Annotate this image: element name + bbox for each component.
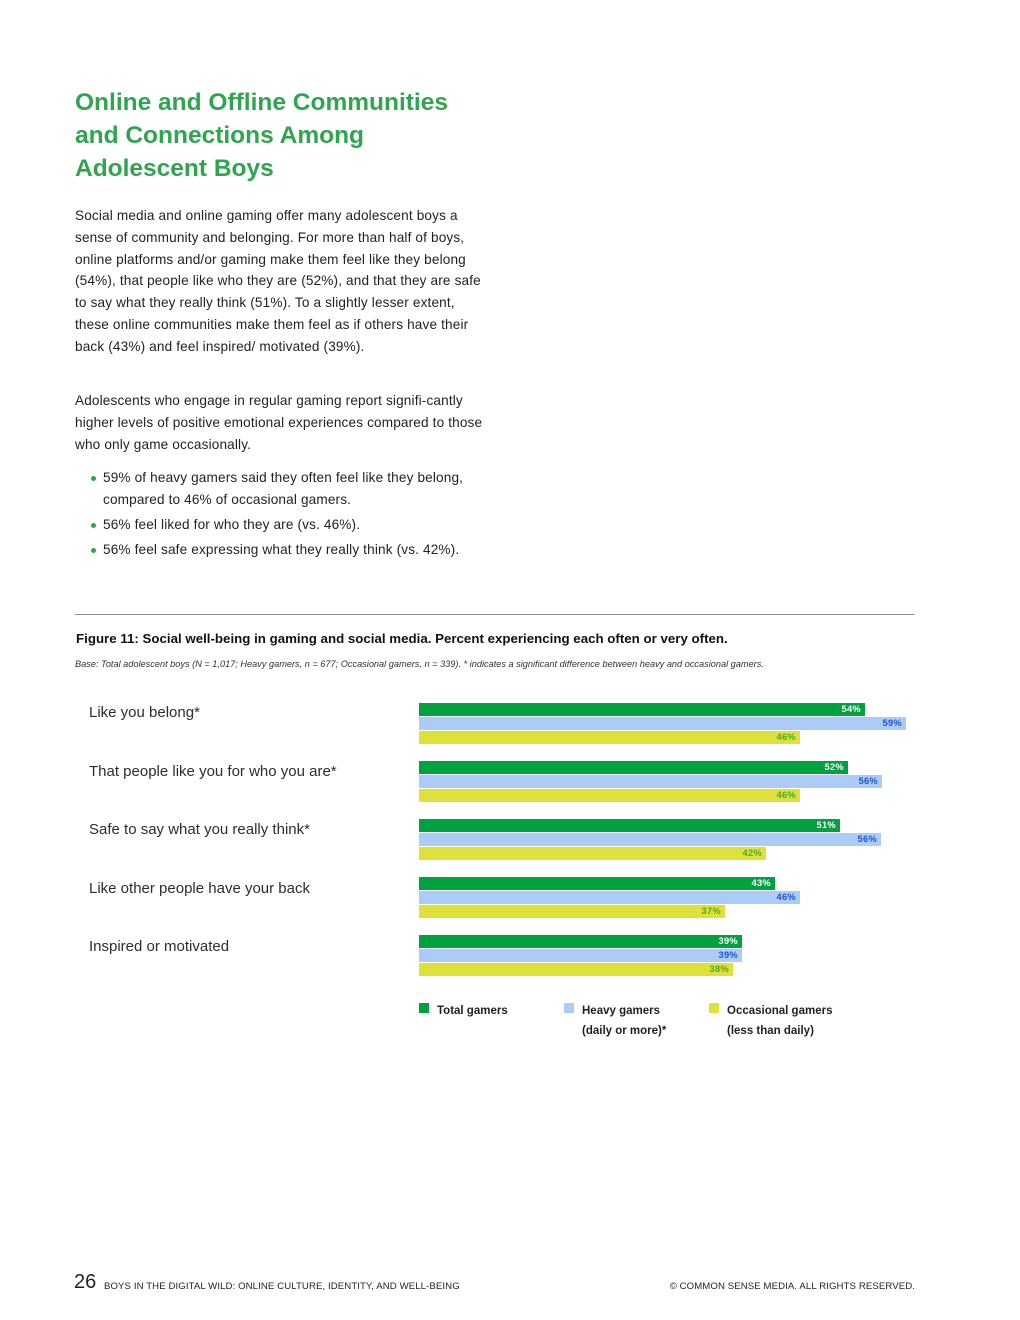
title-line: Online and Offline Communities bbox=[75, 89, 448, 116]
category-label: Inspired or motivated bbox=[89, 938, 230, 955]
legend-item-total bbox=[419, 1001, 508, 1021]
category-label: Like other people have your back bbox=[89, 880, 310, 897]
bar-value: 51% bbox=[816, 820, 836, 830]
bar-value: 54% bbox=[841, 704, 861, 714]
bar-value: 46% bbox=[776, 790, 796, 800]
bar-value: 56% bbox=[858, 776, 878, 786]
bar-heavy-gamers bbox=[419, 891, 800, 904]
bullet-item bbox=[89, 467, 479, 511]
bar-total-gamers bbox=[419, 877, 775, 890]
bar-occasional-gamers bbox=[419, 847, 766, 860]
page-title bbox=[75, 86, 495, 185]
bar-value: 46% bbox=[776, 732, 796, 742]
bullet-item bbox=[89, 514, 479, 536]
bar-value: 52% bbox=[824, 762, 844, 772]
legend-item-heavy bbox=[564, 1001, 666, 1041]
bullet-dot-icon bbox=[91, 476, 96, 481]
title-line: Adolescent Boys bbox=[75, 155, 274, 182]
bar-value: 43% bbox=[751, 878, 771, 888]
bar-value: 38% bbox=[709, 964, 729, 974]
bar-heavy-gamers bbox=[419, 949, 742, 962]
legend-label: Occasional gamers bbox=[727, 1005, 833, 1017]
legend-swatch-icon bbox=[709, 1003, 719, 1013]
bar-value: 56% bbox=[857, 834, 877, 844]
bar-value: 39% bbox=[718, 936, 738, 946]
bar-value: 39% bbox=[718, 950, 738, 960]
bullet-dot-icon bbox=[91, 523, 96, 528]
legend-swatch-icon bbox=[564, 1003, 574, 1013]
bullet-text: 56% feel safe expressing what they really think (vs. 42%). bbox=[103, 542, 460, 558]
bar-occasional-gamers bbox=[419, 963, 733, 976]
legend-item-occasional bbox=[709, 1001, 832, 1041]
page-number: 26 bbox=[74, 1271, 97, 1293]
legend-swatch-icon bbox=[419, 1003, 429, 1013]
bar-value: 42% bbox=[742, 848, 762, 858]
bullet-item bbox=[89, 539, 479, 561]
figure-title: Figure 11: Social well-being in gaming and social media. Percent experiencing each often or very often. bbox=[76, 631, 728, 646]
bar-total-gamers bbox=[419, 761, 848, 774]
bullet-text: 59% of heavy gamers said they often feel like they belong, compared to 46% of occasional gamers. bbox=[103, 470, 464, 507]
legend-label: Total gamers bbox=[437, 1005, 508, 1017]
legend-label: Heavy gamers bbox=[582, 1005, 660, 1017]
category-label: Safe to say what you really think* bbox=[89, 821, 310, 838]
bullet-list bbox=[89, 467, 479, 565]
footer-copyright: © COMMON SENSE MEDIA. ALL RIGHTS RESERVED. bbox=[669, 1281, 915, 1292]
bullet-text: 56% feel liked for who they are (vs. 46%). bbox=[103, 517, 361, 533]
section-divider bbox=[75, 614, 915, 615]
bar-occasional-gamers bbox=[419, 731, 800, 744]
body-paragraph-2: Adolescents who engage in regular gaming report signifi-cantly higher levels of positive emotional experiences compared to those who only game occasionally. bbox=[75, 393, 483, 452]
bar-heavy-gamers bbox=[419, 775, 882, 788]
title-line: and Connections Among bbox=[75, 122, 364, 149]
bar-total-gamers bbox=[419, 703, 865, 716]
bar-heavy-gamers bbox=[419, 833, 881, 846]
bar-occasional-gamers bbox=[419, 789, 800, 802]
bar-value: 46% bbox=[776, 892, 796, 902]
bar-value: 59% bbox=[882, 718, 902, 728]
bar-total-gamers bbox=[419, 819, 840, 832]
bar-total-gamers bbox=[419, 935, 742, 948]
category-label: Like you belong* bbox=[89, 704, 200, 721]
legend-sublabel: (daily or more)* bbox=[582, 1025, 667, 1037]
category-label: That people like you for who you are* bbox=[89, 763, 337, 780]
bar-heavy-gamers bbox=[419, 717, 906, 730]
body-paragraph-1: Social media and online gaming offer many adolescent boys a sense of community and belonging. For more than half of boys, online platforms and/or gaming make them feel like they belong (54%), that people like who they are (52%), and that they are safe to say what they really think (51%). To a slightly lesser extent, these online communities make them feel as if others have their back (43%) and feel inspired/ motivated (39%). bbox=[75, 208, 481, 354]
bar-occasional-gamers bbox=[419, 905, 725, 918]
figure-base-note: Base: Total adolescent boys (N = 1,017; Heavy gamers, n = 677; Occasional gamers, n = 339). * indicates a significant difference between heavy and occasional gamers. bbox=[75, 659, 764, 669]
bar-value: 37% bbox=[701, 906, 721, 916]
legend-sublabel: (less than daily) bbox=[727, 1025, 814, 1037]
footer-report-title: BOYS IN THE DIGITAL WILD: ONLINE CULTURE, IDENTITY, AND WELL-BEING bbox=[104, 1281, 460, 1292]
bullet-dot-icon bbox=[91, 548, 96, 553]
